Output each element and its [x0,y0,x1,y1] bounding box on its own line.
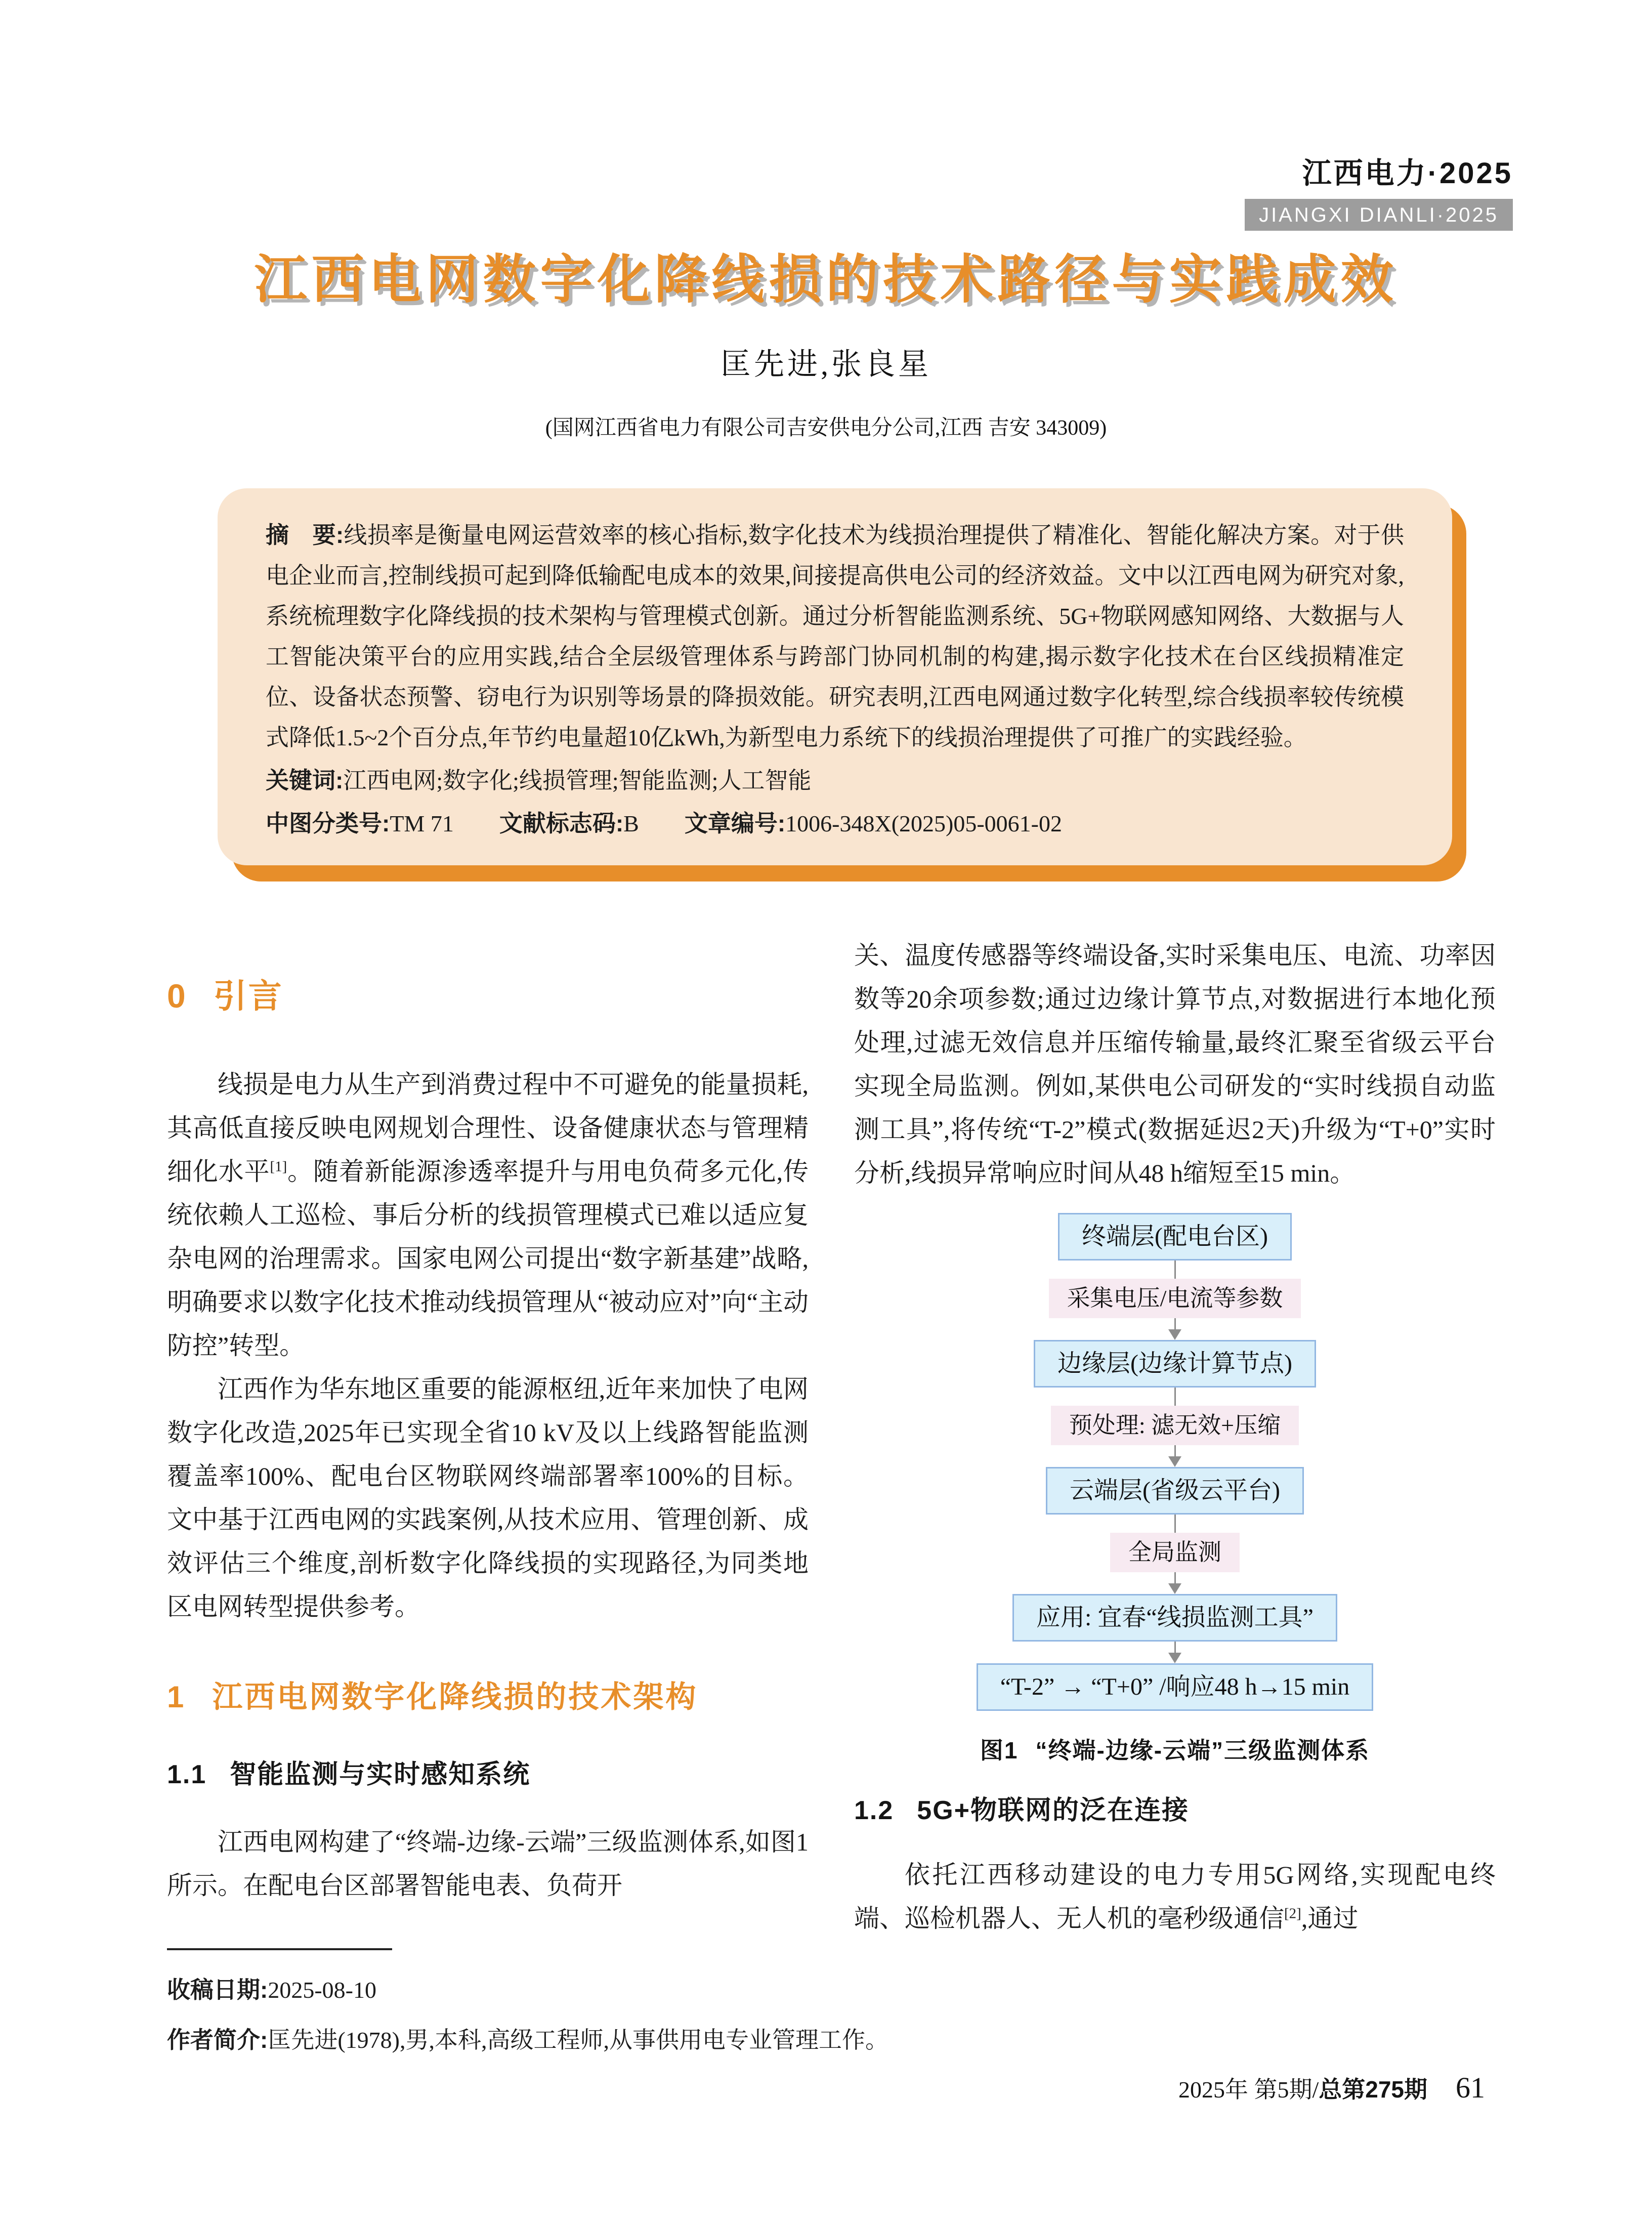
received-date-label: 收稿日期: [167,1977,268,2003]
flow-node-terminal-layer: 终端层(配电台区) [1058,1213,1292,1261]
flow-node-preprocess: 预处理: 滤无效+压缩 [1051,1406,1299,1445]
flow-arrow-icon [1168,1572,1181,1594]
abstract-text: 线损率是衡量电网运营效率的核心指标,数字化技术为线损治理提供了精准化、智能化解决方案。对于供电企业而言,控制线损可起到降低输配电成本的效果,间接提高供电公司的经济效益。文中以江西电网为研究对象,系统梳理数字化降线损的技术架构与管理模式创新。通过分析智能监测系统、5G+物联网感知网络、大数据与人工智能决策平台的应用实践,结合全层级管理体系与跨部门协同机制的构建,揭示数字化技术在台区线损精准定位、设备状态预警、窃电行为识别等场景的降损效能。研究表明,江西电网通过数字化转型,综合线损率较传统模式降低1.5~2个百分点,年节约电量超10亿kWh,为新型电力系统下的线损治理提供了可推广的实践经验。 [266,522,1404,750]
flow-node-result: “T-2” → “T+0” /响应48 h→15 min [977,1663,1374,1711]
doc-code-group [499,811,639,836]
abstract-paragraph [266,515,1404,758]
section-0-heading [167,969,809,1017]
flow-node-global-monitor: 全局监测 [1110,1533,1240,1572]
flow-node-application: 应用: 宜春“线损监测工具” [1012,1594,1337,1642]
section-1-2-paragraph: 依托江西移动建设的电力专用5G网络,实现配电终端、巡检机器人、无人机的毫秒级通信[2],通过 [854,1861,1496,1933]
journal-header [1245,149,1513,231]
section-0-title: 引言 [213,977,283,1015]
flow-arrow-icon [1168,1642,1181,1663]
section-1-1-heading [167,1753,809,1791]
received-date-value: 2025-08-10 [268,1977,376,2003]
article-affiliation: (国网江西省电力有限公司吉安供电分公司,江西 吉安 343009) [545,416,1107,440]
section-1-heading [167,1673,809,1716]
abstract-box [218,488,1452,865]
keywords-label: 关键词: [266,767,344,793]
figure1-caption [854,1732,1496,1766]
right-column [854,934,1496,1940]
classification-line [266,803,1404,844]
doc-code-label: 文献标志码: [499,810,624,836]
issue-total: 总第275期 [1319,2076,1427,2103]
issue-info: 2025年 第5期/ [1178,2077,1319,2103]
footnote-rule [167,1948,392,1950]
article-authors: 匡先进,张良星 [721,348,931,381]
section-1-2-title: 5G+物联网的泛在连接 [917,1796,1190,1825]
section-0-number: 0 [167,977,187,1015]
abstract-label: 摘 要: [266,522,344,548]
clc-value: TM 71 [390,811,454,836]
author-bio-label: 作者简介: [167,2027,268,2053]
flow-connector [1174,1388,1176,1406]
flow-arrow-icon [1168,1445,1181,1467]
clc-label: 中图分类号: [266,810,390,836]
article-id-value: 1006-348X(2025)05-0061-02 [785,811,1062,836]
flow-node-edge-layer: 边缘层(边缘计算节点) [1034,1340,1316,1388]
received-date-line [167,1971,987,2008]
flow-connector [1174,1261,1176,1279]
journal-name-en-bar: JIANGXI DIANLI·2025 [1245,199,1513,231]
intro-paragraph-1: 线损是电力从生产到消费过程中不可避免的能量损耗,其高低直接反映电网规划合理性、设备健康状态与管理精细化水平[1]。随着新能源渗透率提升与用电负荷多元化,传统依赖人工巡检、事后分析的线损管理模式已难以适应复杂电网的治理需求。国家电网公司提出“数字新基建”战略,明确要求以数字化技术推动线损管理从“被动应对”向“主动防控”转型。 [167,1070,809,1360]
section-1-1-paragraph-right: 关、温度传感器等终端设备,实时采集电压、电流、功率因数等20余项参数;通过边缘计算节点,对数据进行本地化预处理,过滤无效信息并压缩传输量,最终汇聚至省级云平台实现全局监测。例如,某供电公司研发的“实时线损自动监测工具”,将传统“T-2”模式(数据延迟2天)升级为“T+0”实时分析,线损异常响应时间从48 h缩短至15 min。 [854,941,1496,1187]
section-1-1-paragraph-left: 江西电网构建了“终端-边缘-云端”三级监测体系,如图1所示。在配电台区部署智能电表、负荷开 [167,1828,809,1900]
article-id-label: 文章编号: [684,810,786,836]
keywords-text: 江西电网;数字化;线损管理;智能监测;人工智能 [343,768,812,793]
author-bio-value: 匡先进(1978),男,本科,高级工程师,从事供用电专业管理工作。 [268,2027,888,2053]
section-1-2-number: 1.2 [854,1796,894,1825]
flow-connector [1174,1515,1176,1533]
section-1-1-title: 智能监测与实时感知系统 [230,1760,531,1789]
left-column [167,934,809,1907]
doc-code-value: B [623,811,639,836]
keywords-line [266,760,1404,801]
intro-paragraph-2: 江西作为华东地区重要的能源枢纽,近年来加快了电网数字化改造,2025年已实现全省10 kV及以上线路智能监测覆盖率100%、配电台区物联网终端部署率100%的目标。文中基于江西电网的实践案例,从技术应用、管理创新、成效评估三个维度,剖析数字化降线损的实现路径,为同类地区电网转型提供参考。 [167,1375,809,1621]
figure1-caption-text: “终端-边缘-云端”三级监测体系 [1035,1737,1370,1763]
article-id-group [685,811,1062,836]
journal-name-cn: 江西电力·2025 [1302,157,1513,190]
author-bio-line [167,2022,987,2059]
page-footer [1178,2071,1485,2105]
flow-arrow-icon [1168,1318,1181,1340]
footnotes [167,1948,987,2072]
figure1-flowchart [854,1213,1496,1766]
article-title: 江西电网数字化降线损的技术路径与实践成效 [254,250,1398,309]
section-1-2-heading [854,1789,1496,1827]
flow-node-cloud-layer: 云端层(省级云平台) [1046,1467,1304,1515]
clc-group [266,811,454,836]
flow-node-collect-params: 采集电压/电流等参数 [1049,1279,1301,1318]
figure1-caption-prefix: 图1 [980,1737,1019,1763]
section-1-title: 江西电网数字化降线损的技术架构 [212,1680,698,1714]
page-number: 61 [1456,2071,1485,2104]
section-1-1-number: 1.1 [167,1760,207,1789]
section-1-number: 1 [167,1680,186,1714]
